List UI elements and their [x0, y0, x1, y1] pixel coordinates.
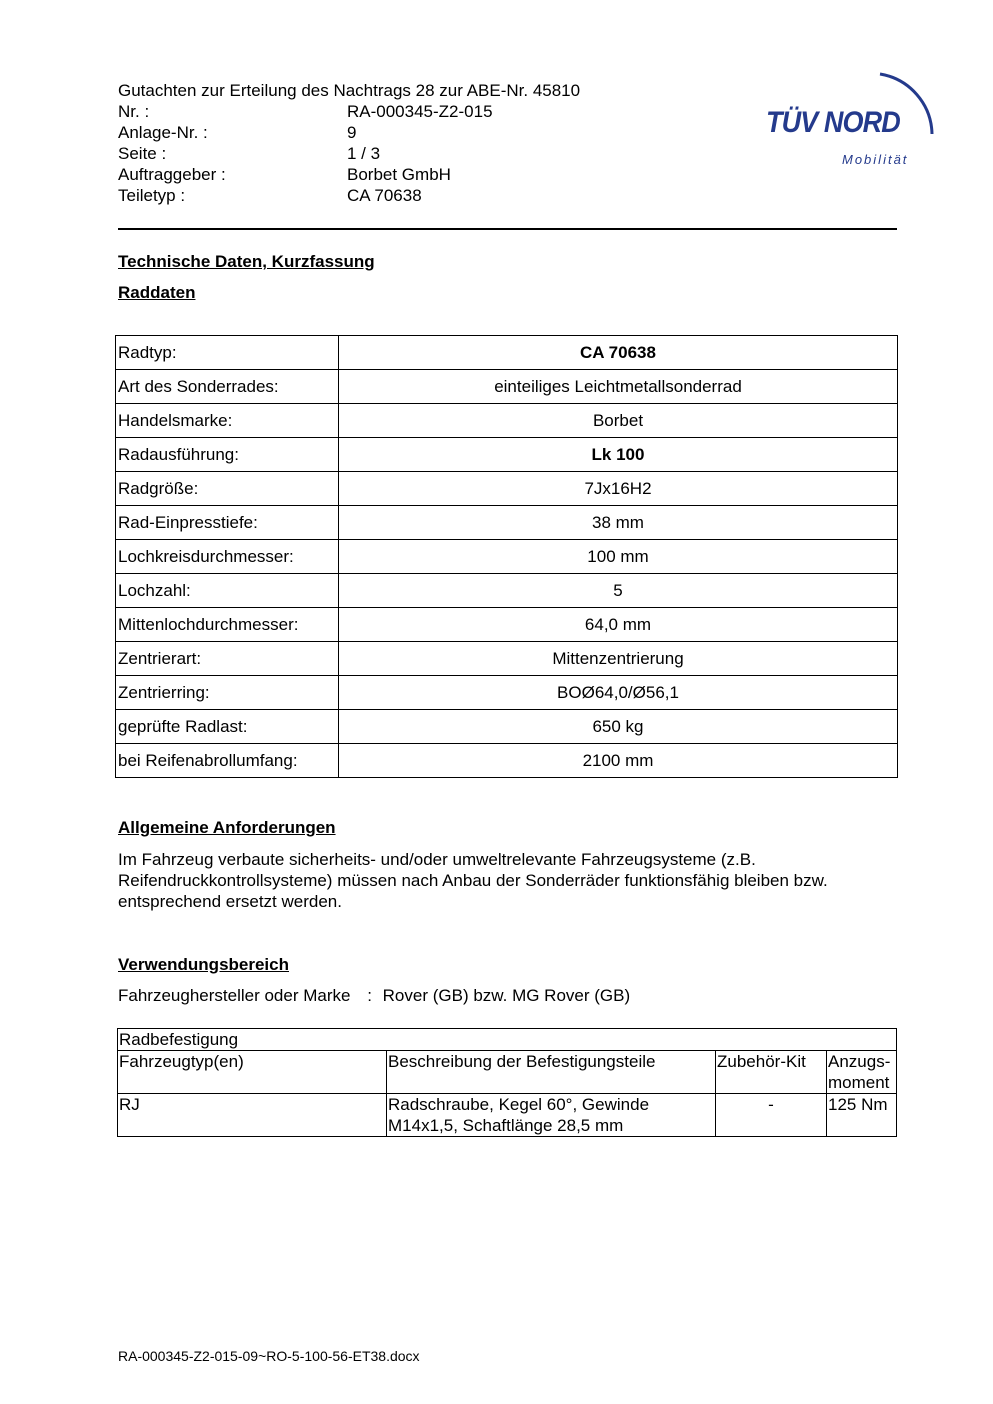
header-divider [118, 228, 897, 230]
manufacturer-label: Fahrzeughersteller oder Marke [118, 986, 351, 1005]
header-label: Teiletyp : [118, 186, 186, 205]
table-row [118, 1094, 897, 1137]
row-label: Radausführung: [116, 438, 339, 472]
table-row [116, 608, 898, 642]
row-label: geprüfte Radlast: [116, 710, 339, 744]
table-row [116, 472, 898, 506]
cell-description-line1: Radschraube, Kegel 60°, Gewinde [388, 1095, 650, 1114]
table-row [116, 370, 898, 404]
section-subheading-wheel-data: Raddaten [118, 283, 196, 302]
table-row [116, 438, 898, 472]
section-heading-technical-data: Technische Daten, Kurzfassung [118, 252, 375, 271]
table-title-row [118, 1029, 897, 1051]
paragraph-line: Reifendruckkontrollsysteme) müssen nach Anbau der Sonderräder funktionsfähig bleiben bzw. [118, 871, 828, 890]
section-heading-usage: Verwendungsbereich [118, 955, 289, 974]
row-label: Rad-Einpresstiefe: [116, 506, 339, 540]
row-label: Zentrierart: [116, 642, 339, 676]
table-row [116, 336, 898, 370]
row-value: 2100 mm [339, 744, 898, 778]
row-value: 38 mm [339, 506, 898, 540]
requirements-paragraph [118, 849, 908, 912]
header-field-client [118, 164, 678, 185]
paragraph-line: Im Fahrzeug verbaute sicherheits- und/oder umweltrelevante Fahrzeugsysteme (z.B. [118, 850, 756, 869]
header-value: 9 [347, 123, 357, 142]
logo-subtitle: Mobilität [842, 152, 909, 167]
table-row [116, 744, 898, 778]
document-header [118, 80, 678, 206]
cell-description [387, 1094, 716, 1137]
table-row [116, 710, 898, 744]
paragraph-line: entsprechend ersetzt werden. [118, 892, 342, 911]
cell-torque: 125 Nm [827, 1094, 897, 1137]
header-value: CA 70638 [347, 186, 422, 205]
header-torque [827, 1051, 897, 1094]
row-label: Radgröße: [116, 472, 339, 506]
header-vehicle-type: Fahrzeugtyp(en) [118, 1051, 387, 1094]
table-row [116, 574, 898, 608]
row-label: Radtyp: [116, 336, 339, 370]
wheel-data-table [115, 335, 898, 778]
logo-brand: TÜV NORD [766, 106, 900, 139]
footer-filename: RA-000345-Z2-015-09~RO-5-100-56-ET38.docx [118, 1348, 420, 1364]
header-accessory-kit: Zubehör-Kit [716, 1051, 827, 1094]
row-label: Lochkreisdurchmesser: [116, 540, 339, 574]
cell-accessory-kit: - [716, 1094, 827, 1137]
header-description: Beschreibung der Befestigungsteile [387, 1051, 716, 1094]
header-field-page [118, 143, 678, 164]
header-value: Borbet GmbH [347, 165, 451, 184]
row-value: 650 kg [339, 710, 898, 744]
manufacturer-value: Rover (GB) bzw. MG Rover (GB) [382, 986, 631, 1005]
header-field-number [118, 101, 678, 122]
row-value: 64,0 mm [339, 608, 898, 642]
table-title: Radbefestigung [118, 1029, 897, 1051]
cell-vehicle-type: RJ [118, 1094, 387, 1137]
table-row [116, 642, 898, 676]
manufacturer-line [118, 986, 630, 1006]
row-value: CA 70638 [339, 336, 898, 370]
header-value: 1 / 3 [347, 144, 381, 163]
row-value: 7Jx16H2 [339, 472, 898, 506]
row-value: Lk 100 [339, 438, 898, 472]
tuv-nord-logo [760, 56, 950, 176]
row-value: Mittenzentrierung [339, 642, 898, 676]
table-row [116, 540, 898, 574]
table-row [116, 506, 898, 540]
row-value: einteiliges Leichtmetallsonderrad [339, 370, 898, 404]
header-label: Anlage-Nr. : [118, 123, 208, 142]
row-label: Art des Sonderrades: [116, 370, 339, 404]
cell-description-line2: M14x1,5, Schaftlänge 28,5 mm [388, 1116, 624, 1135]
row-value: 5 [339, 574, 898, 608]
section-heading-requirements: Allgemeine Anforderungen [118, 818, 336, 837]
header-label: Auftraggeber : [118, 165, 226, 184]
header-label: Seite : [118, 144, 167, 163]
document-title: Gutachten zur Erteilung des Nachtrags 28 zur ABE-Nr. 45810 [118, 81, 581, 100]
table-header-row [118, 1051, 897, 1094]
header-field-part-type [118, 185, 678, 206]
row-value: Borbet [339, 404, 898, 438]
row-label: bei Reifenabrollumfang: [116, 744, 339, 778]
wheel-fastening-table [117, 1028, 897, 1137]
table-row [116, 676, 898, 710]
header-label: Nr. : [118, 102, 150, 121]
row-label: Lochzahl: [116, 574, 339, 608]
row-label: Handelsmarke: [116, 404, 339, 438]
row-label: Zentrierring: [116, 676, 339, 710]
header-torque-line1: Anzugs- [828, 1052, 891, 1071]
manufacturer-separator: : [367, 986, 372, 1005]
row-value: 100 mm [339, 540, 898, 574]
row-value: BOØ64,0/Ø56,1 [339, 676, 898, 710]
table-row [116, 404, 898, 438]
row-label: Mittenlochdurchmesser: [116, 608, 339, 642]
header-field-attachment [118, 122, 678, 143]
header-torque-line2: moment [828, 1073, 890, 1092]
header-value: RA-000345-Z2-015 [347, 102, 493, 121]
